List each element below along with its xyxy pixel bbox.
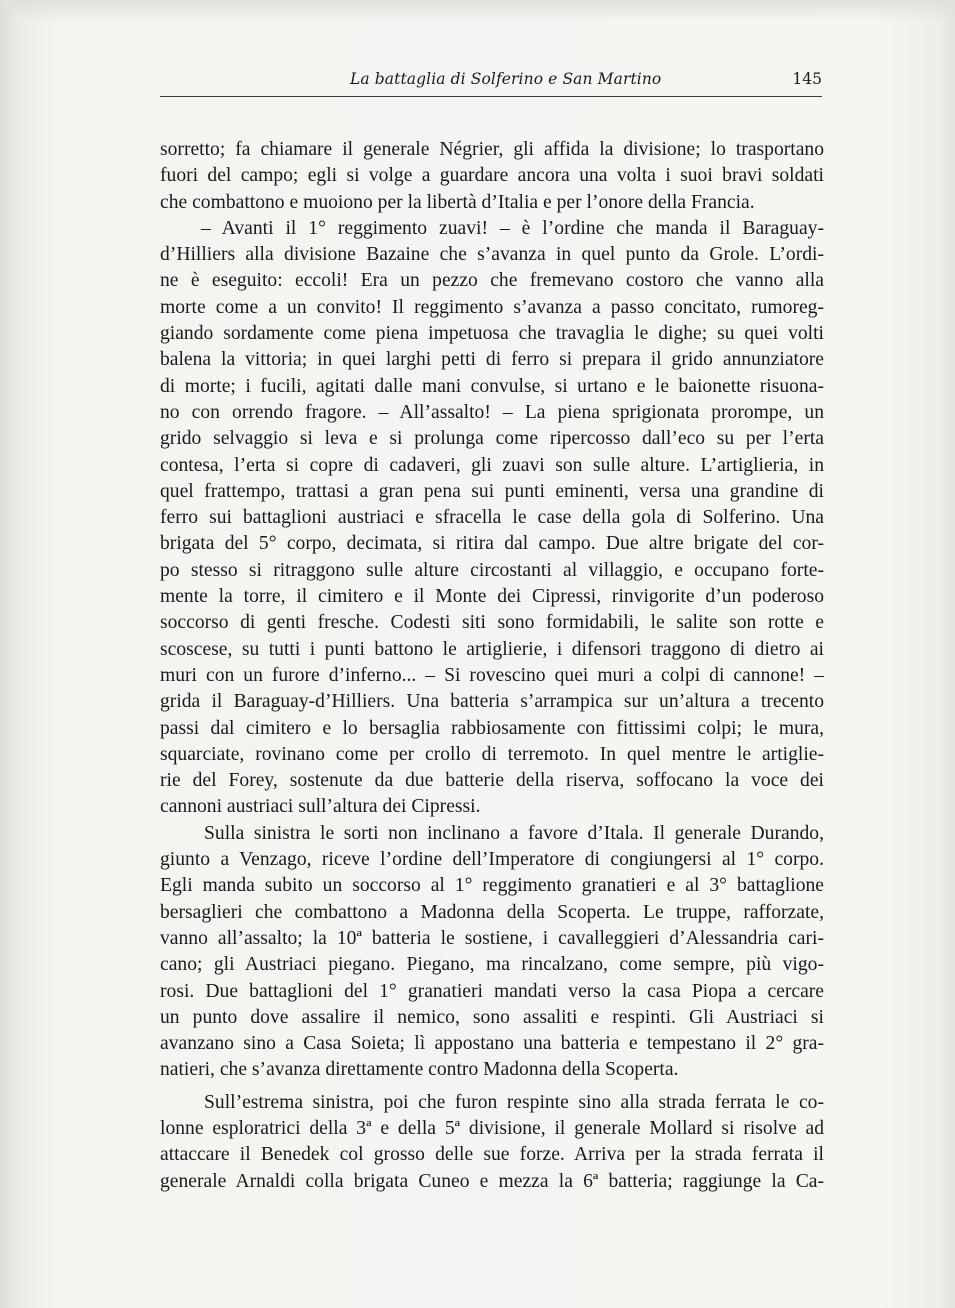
running-header: [160, 66, 822, 97]
body-text: [160, 137, 824, 1195]
text-line: no con orrendo fragore. – All’assalto! – La piena sprigionata prorompe, un: [160, 401, 824, 423]
text-line: avanzano sino a Casa Soieta; lì appostano una batteria e tempestano il 2° gra-: [160, 1033, 824, 1055]
text-line: natieri, che s’avanza direttamente contro Madonna della Scoperta.: [160, 1059, 679, 1081]
text-line: grida il Baraguay-d’Hilliers. Una batteria s’arrampica sur un’altura a trecento: [160, 691, 824, 713]
text-line: un punto dove assalire il nemico, sono assaliti e respinti. Gli Austriaci si: [160, 1006, 824, 1028]
page-number: 145: [792, 70, 822, 88]
text-line: vanno all’assalto; la 10ª batteria le sostiene, i cavalleggieri d’Alessandria cari-: [160, 927, 824, 949]
text-line: cannoni austriaci sull’altura dei Cipressi.: [160, 796, 481, 818]
text-line: generale Arnaldi colla brigata Cuneo e mezza la 6ª batteria; raggiunge la Ca-: [160, 1170, 824, 1192]
text-line: squarciate, rovinano come per crollo di terremoto. In quel mentre le artiglie-: [160, 743, 824, 765]
text-line: fuori del campo; egli si volge a guardare ancora una volta i suoi bravi soldati: [160, 165, 824, 187]
text-line: muri con un furore d’inferno... – Si rovescino quei muri a colpi di cannone! –: [160, 664, 824, 686]
text-line: bersaglieri che combattono a Madonna della Scoperta. Le truppe, rafforzate,: [160, 901, 824, 923]
text-line: scoscese, su tutti i punti battono le artiglierie, i difensori traggono di dietro ai: [160, 638, 824, 660]
text-line: di morte; i fucili, agitati dalle mani convulse, si urtano e le baionette risuona-: [160, 375, 824, 397]
text-line: d’Hilliers alla divisione Bazaine che s’avanza in quel punto da Grole. L’ordi-: [160, 244, 824, 266]
text-line: passi dal cimitero e lo bersaglia rabbiosamente con fittissimi colpi; le mura,: [160, 717, 824, 739]
text-line: brigata del 5° corpo, decimata, si ritira dal campo. Due altre brigate del cor-: [160, 533, 824, 555]
scan-top-shadow: [0, 0, 955, 22]
text-line: giunto a Venzago, riceve l’ordine dell’Imperatore di congiungersi al 1° corpo.: [160, 849, 824, 871]
text-line: grido selvaggio si leva e si prolunga come ripercosso dall’eco su per l’erta: [160, 428, 824, 450]
text-line: rie del Forey, sostenute da due batterie della riserva, soffocano la voce dei: [160, 770, 824, 792]
text-line: cano; gli Austriaci piegano. Piegano, ma rincalzano, come sempre, più vigo-: [160, 954, 824, 976]
text-line: po stesso si ritraggono sulle alture circostanti al villaggio, e occupano forte-: [160, 559, 824, 581]
text-line: balena la vittoria; in quei larghi petti di ferro si prepara il grido annunziatore: [160, 349, 824, 371]
text-line: contesa, l’erta si copre di cadaveri, gli zuavi son sulle alture. L’artiglieria, in: [160, 454, 824, 476]
running-title: La battaglia di Solferino e San Martino: [350, 70, 662, 88]
text-line: Sull’estrema sinistra, poi che furon respinte sino alla strada ferrata le co-: [204, 1091, 824, 1113]
text-line: mente la torre, il cimitero e il Monte dei Cipressi, rinvigorite d’un poderoso: [160, 586, 824, 608]
text-line: ferro sui battaglioni austriaci e sfracella le case della gola di Solferino. Una: [160, 507, 824, 529]
text-line: Egli manda subito un soccorso al 1° reggimento granatieri e al 3° battaglione: [160, 875, 824, 897]
text-line: – Avanti il 1° reggimento zuavi! – è l’ordine che manda il Baraguay-: [201, 217, 824, 239]
text-line: giando sordamente come piena impetuosa che travaglia le dighe; su quei volti: [160, 323, 824, 345]
text-line: ne è eseguito: eccoli! Era un pezzo che fremevano costoro che vanno alla: [160, 270, 824, 292]
text-line: morte come a un convito! Il reggimento s’avanza a passo concitato, rumoreg-: [160, 296, 824, 318]
text-line: attaccare il Benedek col grosso delle sue forze. Arriva per la strada ferrata il: [160, 1144, 824, 1166]
text-line: quel frattempo, trattasi a gran pena sui punti eminenti, versa una grandine di: [160, 480, 824, 502]
text-line: soccorso di genti fresche. Codesti siti sono formidabili, le salite son rotte e: [160, 612, 824, 634]
text-line: sorretto; fa chiamare il generale Négrier, gli affida la divisione; lo trasportano: [160, 139, 824, 160]
text-line: che combattono e muoiono per la libertà d’Italia e per l’onore della Francia.: [160, 191, 755, 213]
text-line: rosi. Due battaglioni del 1° granatieri mandati verso la casa Piopa a cercare: [160, 980, 824, 1002]
text-line: Sulla sinistra le sorti non inclinano a favore d’Itala. Il generale Durando,: [204, 822, 824, 844]
text-line: lonne esploratrici della 3ª e della 5ª divisione, il generale Mollard si risolve ad: [160, 1117, 824, 1139]
